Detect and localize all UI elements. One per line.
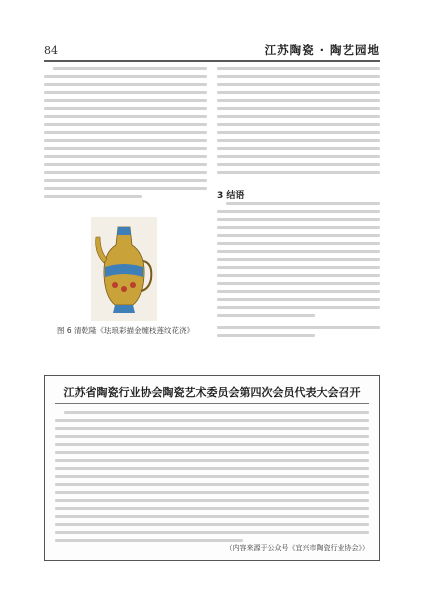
unreadable-body-line <box>217 171 380 174</box>
unreadable-body-line <box>217 274 380 277</box>
unreadable-body-line <box>55 475 369 478</box>
unreadable-body-line <box>44 171 207 174</box>
unreadable-body-line <box>55 443 369 446</box>
running-title: 江苏陶瓷 · 陶艺园地 <box>264 43 380 57</box>
unreadable-body-line <box>217 99 380 102</box>
unreadable-body-line <box>226 202 380 205</box>
unreadable-body-line <box>217 210 380 213</box>
unreadable-body-line <box>55 435 369 438</box>
section-heading: 3 结语 <box>217 191 245 201</box>
notice-title: 江苏省陶瓷行业协会陶瓷艺术委员会第四次会员代表大会召开 <box>63 386 361 399</box>
unreadable-body-line <box>217 218 380 221</box>
unreadable-body-line <box>64 411 369 414</box>
unreadable-body-line <box>44 155 207 158</box>
unreadable-body-line <box>217 131 380 134</box>
unreadable-body-line <box>217 290 380 293</box>
unreadable-body-line <box>55 459 369 462</box>
unreadable-body-line <box>44 123 207 126</box>
unreadable-reference-line <box>217 326 380 329</box>
unreadable-body-line <box>44 131 207 134</box>
unreadable-body-line <box>55 515 369 518</box>
enamel-ewer-image <box>91 217 157 321</box>
unreadable-body-line <box>55 499 369 502</box>
unreadable-body-line <box>217 282 380 285</box>
notice-box <box>44 375 380 561</box>
unreadable-body-line <box>217 258 380 261</box>
unreadable-body-line <box>217 107 380 110</box>
unreadable-body-line <box>217 67 380 70</box>
unreadable-body-line <box>217 75 380 78</box>
unreadable-body-line <box>55 507 369 510</box>
unreadable-body-line <box>217 83 380 86</box>
unreadable-reference-line <box>217 334 315 337</box>
unreadable-body-line <box>217 314 315 317</box>
unreadable-body-line <box>44 195 142 198</box>
unreadable-body-line <box>55 451 369 454</box>
notice-body-text <box>55 411 369 547</box>
unreadable-body-line <box>217 242 380 245</box>
figure-caption: 图 6 清乾隆《珐琅彩描金缠枝莲纹花浇》 <box>56 326 195 335</box>
unreadable-body-line <box>55 483 369 486</box>
page-header <box>44 42 380 62</box>
unreadable-body-line <box>55 523 369 526</box>
right-column-body-text <box>217 67 380 179</box>
unreadable-body-line <box>44 83 207 86</box>
unreadable-body-line <box>55 467 369 470</box>
unreadable-body-line <box>217 306 380 309</box>
unreadable-body-line <box>44 179 207 182</box>
unreadable-body-line <box>217 226 380 229</box>
unreadable-body-line <box>44 107 207 110</box>
notice-divider <box>55 403 369 404</box>
page-number: 84 <box>44 44 58 57</box>
unreadable-body-line <box>217 298 380 301</box>
unreadable-body-line <box>217 91 380 94</box>
unreadable-body-line <box>217 139 380 142</box>
unreadable-body-line <box>53 67 207 70</box>
unreadable-body-line <box>44 163 207 166</box>
unreadable-body-line <box>55 491 369 494</box>
left-column-body-text <box>44 67 207 203</box>
unreadable-body-line <box>44 115 207 118</box>
unreadable-body-line <box>55 531 369 534</box>
unreadable-body-line <box>44 91 207 94</box>
figure-6 <box>44 213 207 363</box>
notice-source: （内容来源于公众号《宜兴市陶瓷行业协会》） <box>225 544 369 552</box>
unreadable-body-line <box>55 419 369 422</box>
unreadable-body-line <box>44 187 207 190</box>
unreadable-body-line <box>44 139 207 142</box>
unreadable-body-line <box>55 539 243 542</box>
unreadable-body-line <box>217 234 380 237</box>
unreadable-body-line <box>217 250 380 253</box>
unreadable-body-line <box>217 147 380 150</box>
unreadable-body-line <box>44 99 207 102</box>
unreadable-body-line <box>44 147 207 150</box>
unreadable-body-line <box>44 75 207 78</box>
conclusion-body-text <box>217 202 380 342</box>
unreadable-body-line <box>217 266 380 269</box>
unreadable-body-line <box>217 123 380 126</box>
unreadable-body-line <box>217 163 380 166</box>
unreadable-body-line <box>55 427 369 430</box>
unreadable-body-line <box>217 115 380 118</box>
unreadable-body-line <box>217 155 380 158</box>
